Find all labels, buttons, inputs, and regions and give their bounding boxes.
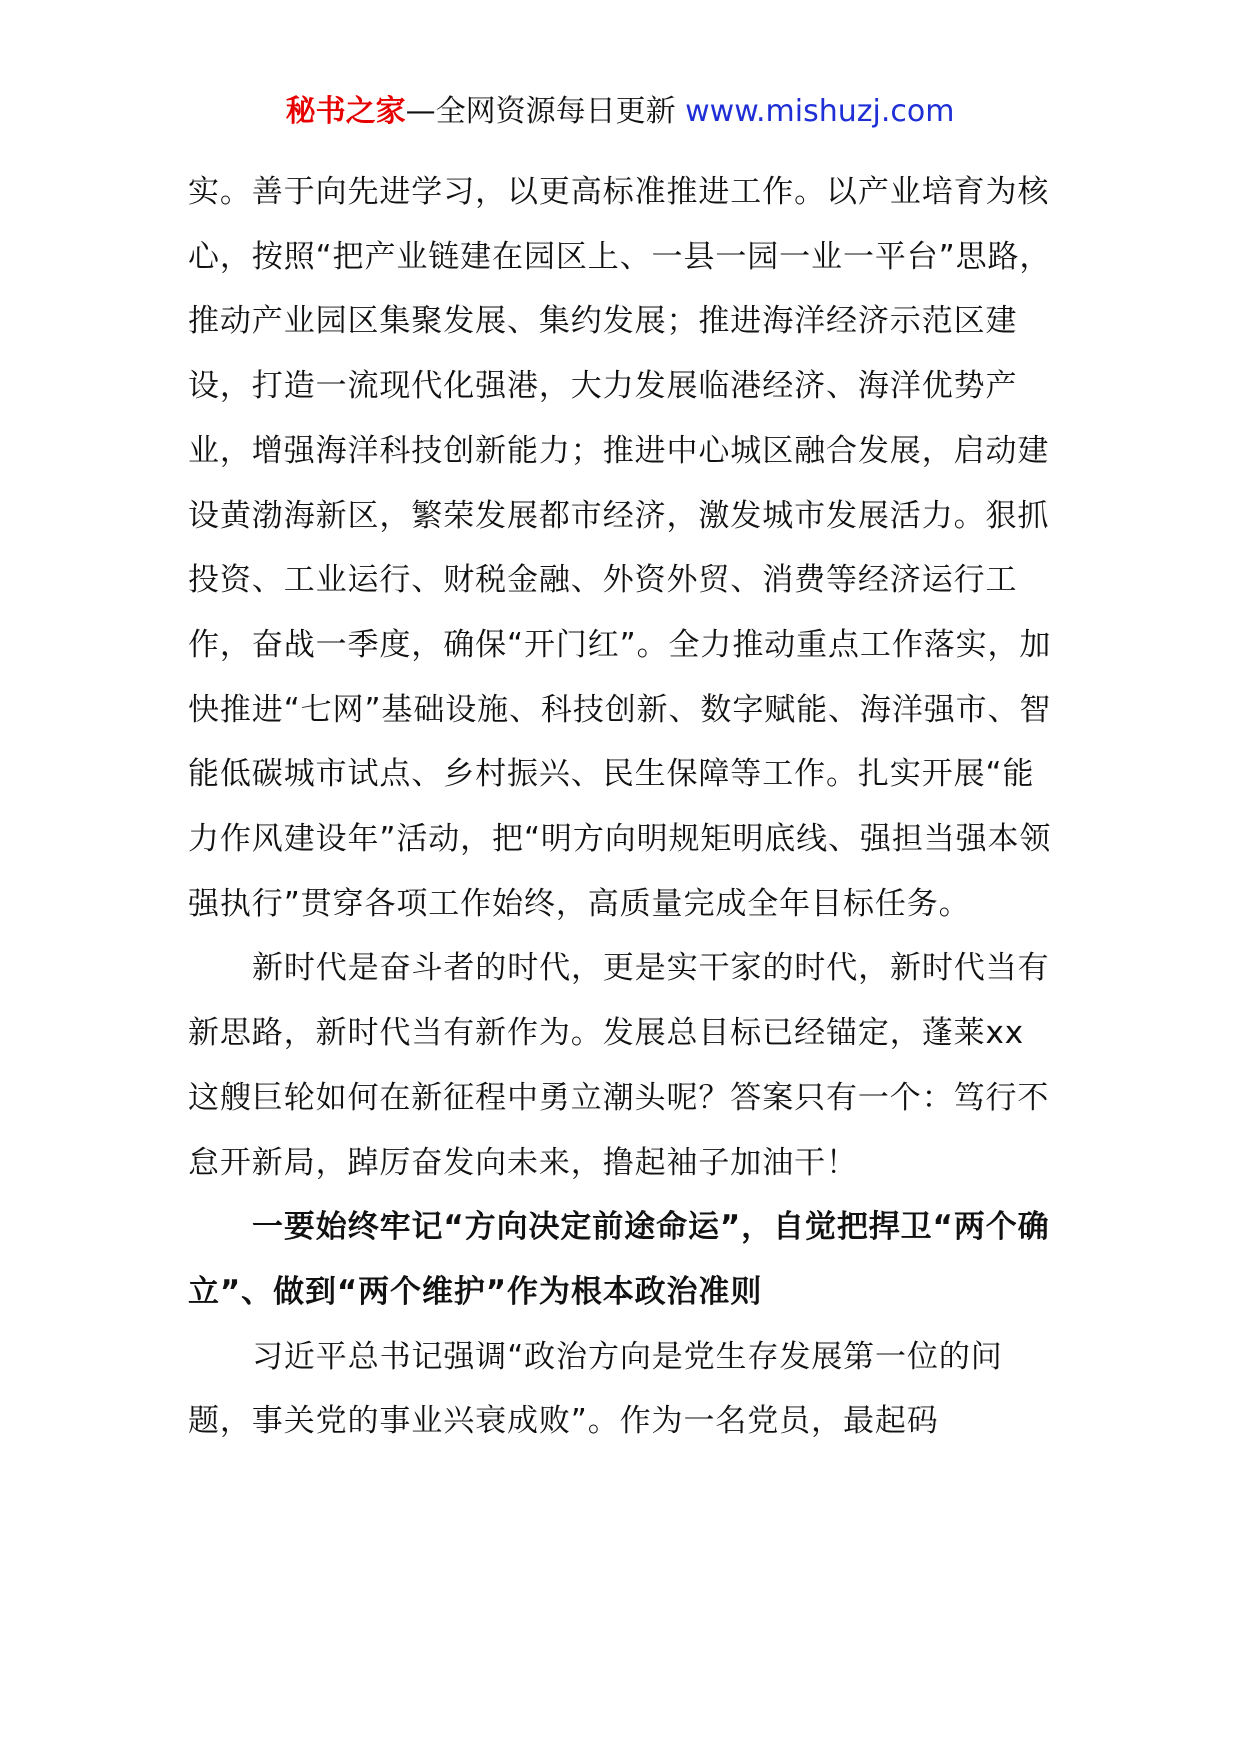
paragraph-new-era: 新时代是奋斗者的时代，更是实干家的时代，新时代当有新思路，新时代当有新作为。发展总目标已经锚定，蓬莱xx这艘巨轮如何在新征程中勇立潮头呢？答案只有一个：笃行不怠开新局，踔厉奋发向未来，撸起袖子加油干！ <box>188 950 1050 1181</box>
header-brand: 秘书之家 <box>285 94 406 129</box>
section-heading: 一要始终牢记“方向决定前途命运”，自觉把捍卫“两个确立”、做到“两个维护”作为根本政治准则 <box>188 1209 1050 1310</box>
paragraph-political-direction: 习近平总书记强调“政治方向是党生存发展第一位的问题，事关党的事业兴衰成败”。作为一名党员，最起码 <box>188 1338 1003 1440</box>
paragraph-continued: 实。善于向先进学习，以更高标准推进工作。以产业培育为核心，按照“把产业链建在园区上、一县一园一业一平台”思路，推动产业园区集聚发展、集约发展；推进海洋经济示范区建设，打造一流现代化强港，大力发展临港经济、海洋优势产业，增强海洋科技创新能力；推进中心城区融合发展，启动建设黄渤海新区，繁荣发展都市经济，激发城市发展活力。狠抓投资、工业运行、财税金融、外资外贸、消费等经济运行工作，奋战一季度，确保“开门红”。全力推动重点工作落实，加快推进“七网”基础设施、科技创新、数字赋能、海洋强市、智能低碳城市试点、乡村振兴、民生保障等工作。扎实开展“能力作风建设年”活动，把“明方向明规矩明底线、强担当强本领强执行”贯穿各项工作始终，高质量完成全年目标任务。 <box>188 174 1052 922</box>
header-site-link[interactable]: www.mishuzj.com <box>685 94 955 129</box>
document-body <box>188 160 1052 1454</box>
page-header <box>0 92 1240 132</box>
header-tagline: —全网资源每日更新 <box>405 94 686 129</box>
